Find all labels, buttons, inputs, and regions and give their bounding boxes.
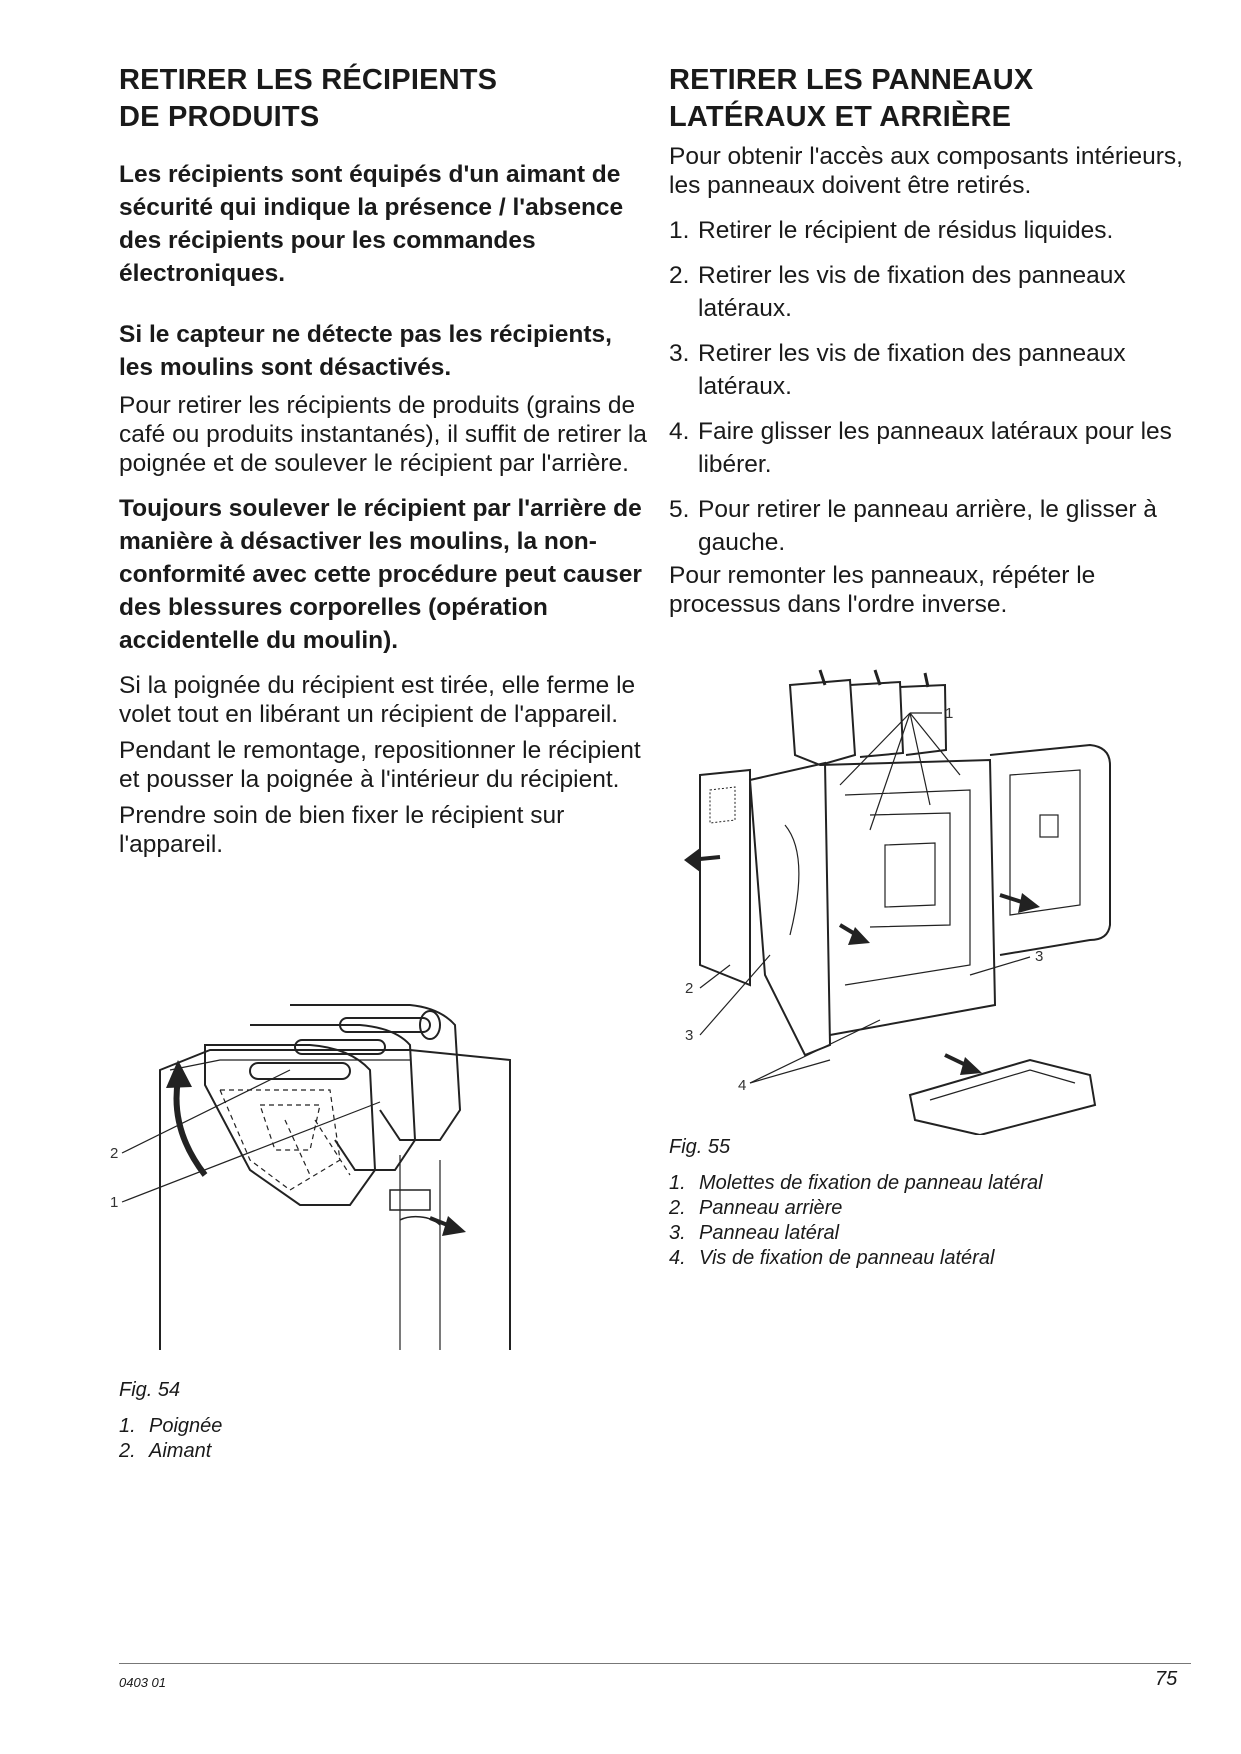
legend-item: 4. Vis de fixation de panneau latéral xyxy=(669,1247,995,1269)
fig54-callout-2: 2 xyxy=(110,1145,119,1162)
fig54-legend xyxy=(119,1414,519,1464)
step-item: 1. Retirer le récipient de résidus liquides. xyxy=(669,217,1114,244)
page-number: 75 xyxy=(1155,1668,1178,1690)
safety-warning: Toujours soulever le récipient par l'arrière de manière à désactiver les moulins, la non-conformité avec cette procédure peut causer des blessures corporelles (opération accidentelle du moulin). xyxy=(119,495,642,654)
fig55-callout-1: 1 xyxy=(945,705,954,722)
panels-intro: Pour obtenir l'accès aux composants intérieurs, les panneaux doivent être retirés. xyxy=(669,143,1183,199)
step-item: 3. Retirer les vis de fixation des panneaux latéraux. xyxy=(669,340,1126,400)
figure-54-caption xyxy=(119,1378,519,1464)
fig55-callout-2: 2 xyxy=(685,980,694,997)
fig55-label: Fig. 55 xyxy=(669,1136,731,1158)
section-title-panels: RETIRER LES PANNEAUX LATÉRAUX ET ARRIÈRE xyxy=(669,64,1034,133)
left-column xyxy=(119,62,649,859)
footer-divider xyxy=(119,1663,1191,1664)
section-title-containers: RETIRER LES RÉCIPIENTS DE PRODUITS xyxy=(119,64,498,133)
legend-item: 2. Aimant xyxy=(119,1440,212,1462)
right-column xyxy=(669,62,1209,619)
magnet-warning: Les récipients sont équipés d'un aimant de sécurité qui indique la présence / l'absence des récipients pour les commandes électroniques. xyxy=(119,161,624,287)
fig54-label: Fig. 54 xyxy=(119,1379,181,1401)
document-code: 0403 01 xyxy=(119,1675,166,1690)
panel-steps-list xyxy=(669,214,1209,559)
step-item: 2. Retirer les vis de fixation des panneaux latéraux. xyxy=(669,262,1126,322)
fig55-callout-4: 4 xyxy=(738,1077,747,1094)
fig54-callout-1: 1 xyxy=(110,1194,119,1211)
fig55-callout-3-left: 3 xyxy=(685,1027,694,1044)
fig55-callout-3-right: 3 xyxy=(1035,948,1044,965)
reassembly-paragraph: Pendant le remontage, repositionner le récipient et pousser la poignée à l'intérieur du récipient. xyxy=(119,737,641,793)
legend-item: 1. Poignée xyxy=(119,1415,223,1437)
handle-paragraph: Si la poignée du récipient est tirée, elle ferme le volet tout en libérant un récipient de l'appareil. xyxy=(119,672,636,728)
figure-55-machine-illustration xyxy=(670,665,1140,1135)
legend-item: 1. Molettes de fixation de panneau latéral xyxy=(669,1172,1043,1194)
step-item: 4. Faire glisser les panneaux latéraux pour les libérer. xyxy=(669,418,1172,478)
legend-item: 3. Panneau latéral xyxy=(669,1222,840,1244)
figure-54-container-illustration xyxy=(110,990,595,1360)
remove-instructions: Pour retirer les récipients de produits (grains de café ou produits instantanés), il suffit de retirer la poignée et de soulever le récipient par l'arrière. xyxy=(119,392,647,477)
legend-item: 2. Panneau arrière xyxy=(669,1197,843,1219)
fix-paragraph: Prendre soin de bien fixer le récipient sur l'appareil. xyxy=(119,802,565,858)
sensor-warning: Si le capteur ne détecte pas les récipients, les moulins sont désactivés. xyxy=(119,321,612,381)
step-item: 5. Pour retirer le panneau arrière, le glisser à gauche. xyxy=(669,496,1157,556)
figure-55-caption xyxy=(669,1135,1189,1271)
panels-outro: Pour remonter les panneaux, répéter le processus dans l'ordre inverse. xyxy=(669,562,1096,618)
fig55-legend xyxy=(669,1171,1189,1271)
